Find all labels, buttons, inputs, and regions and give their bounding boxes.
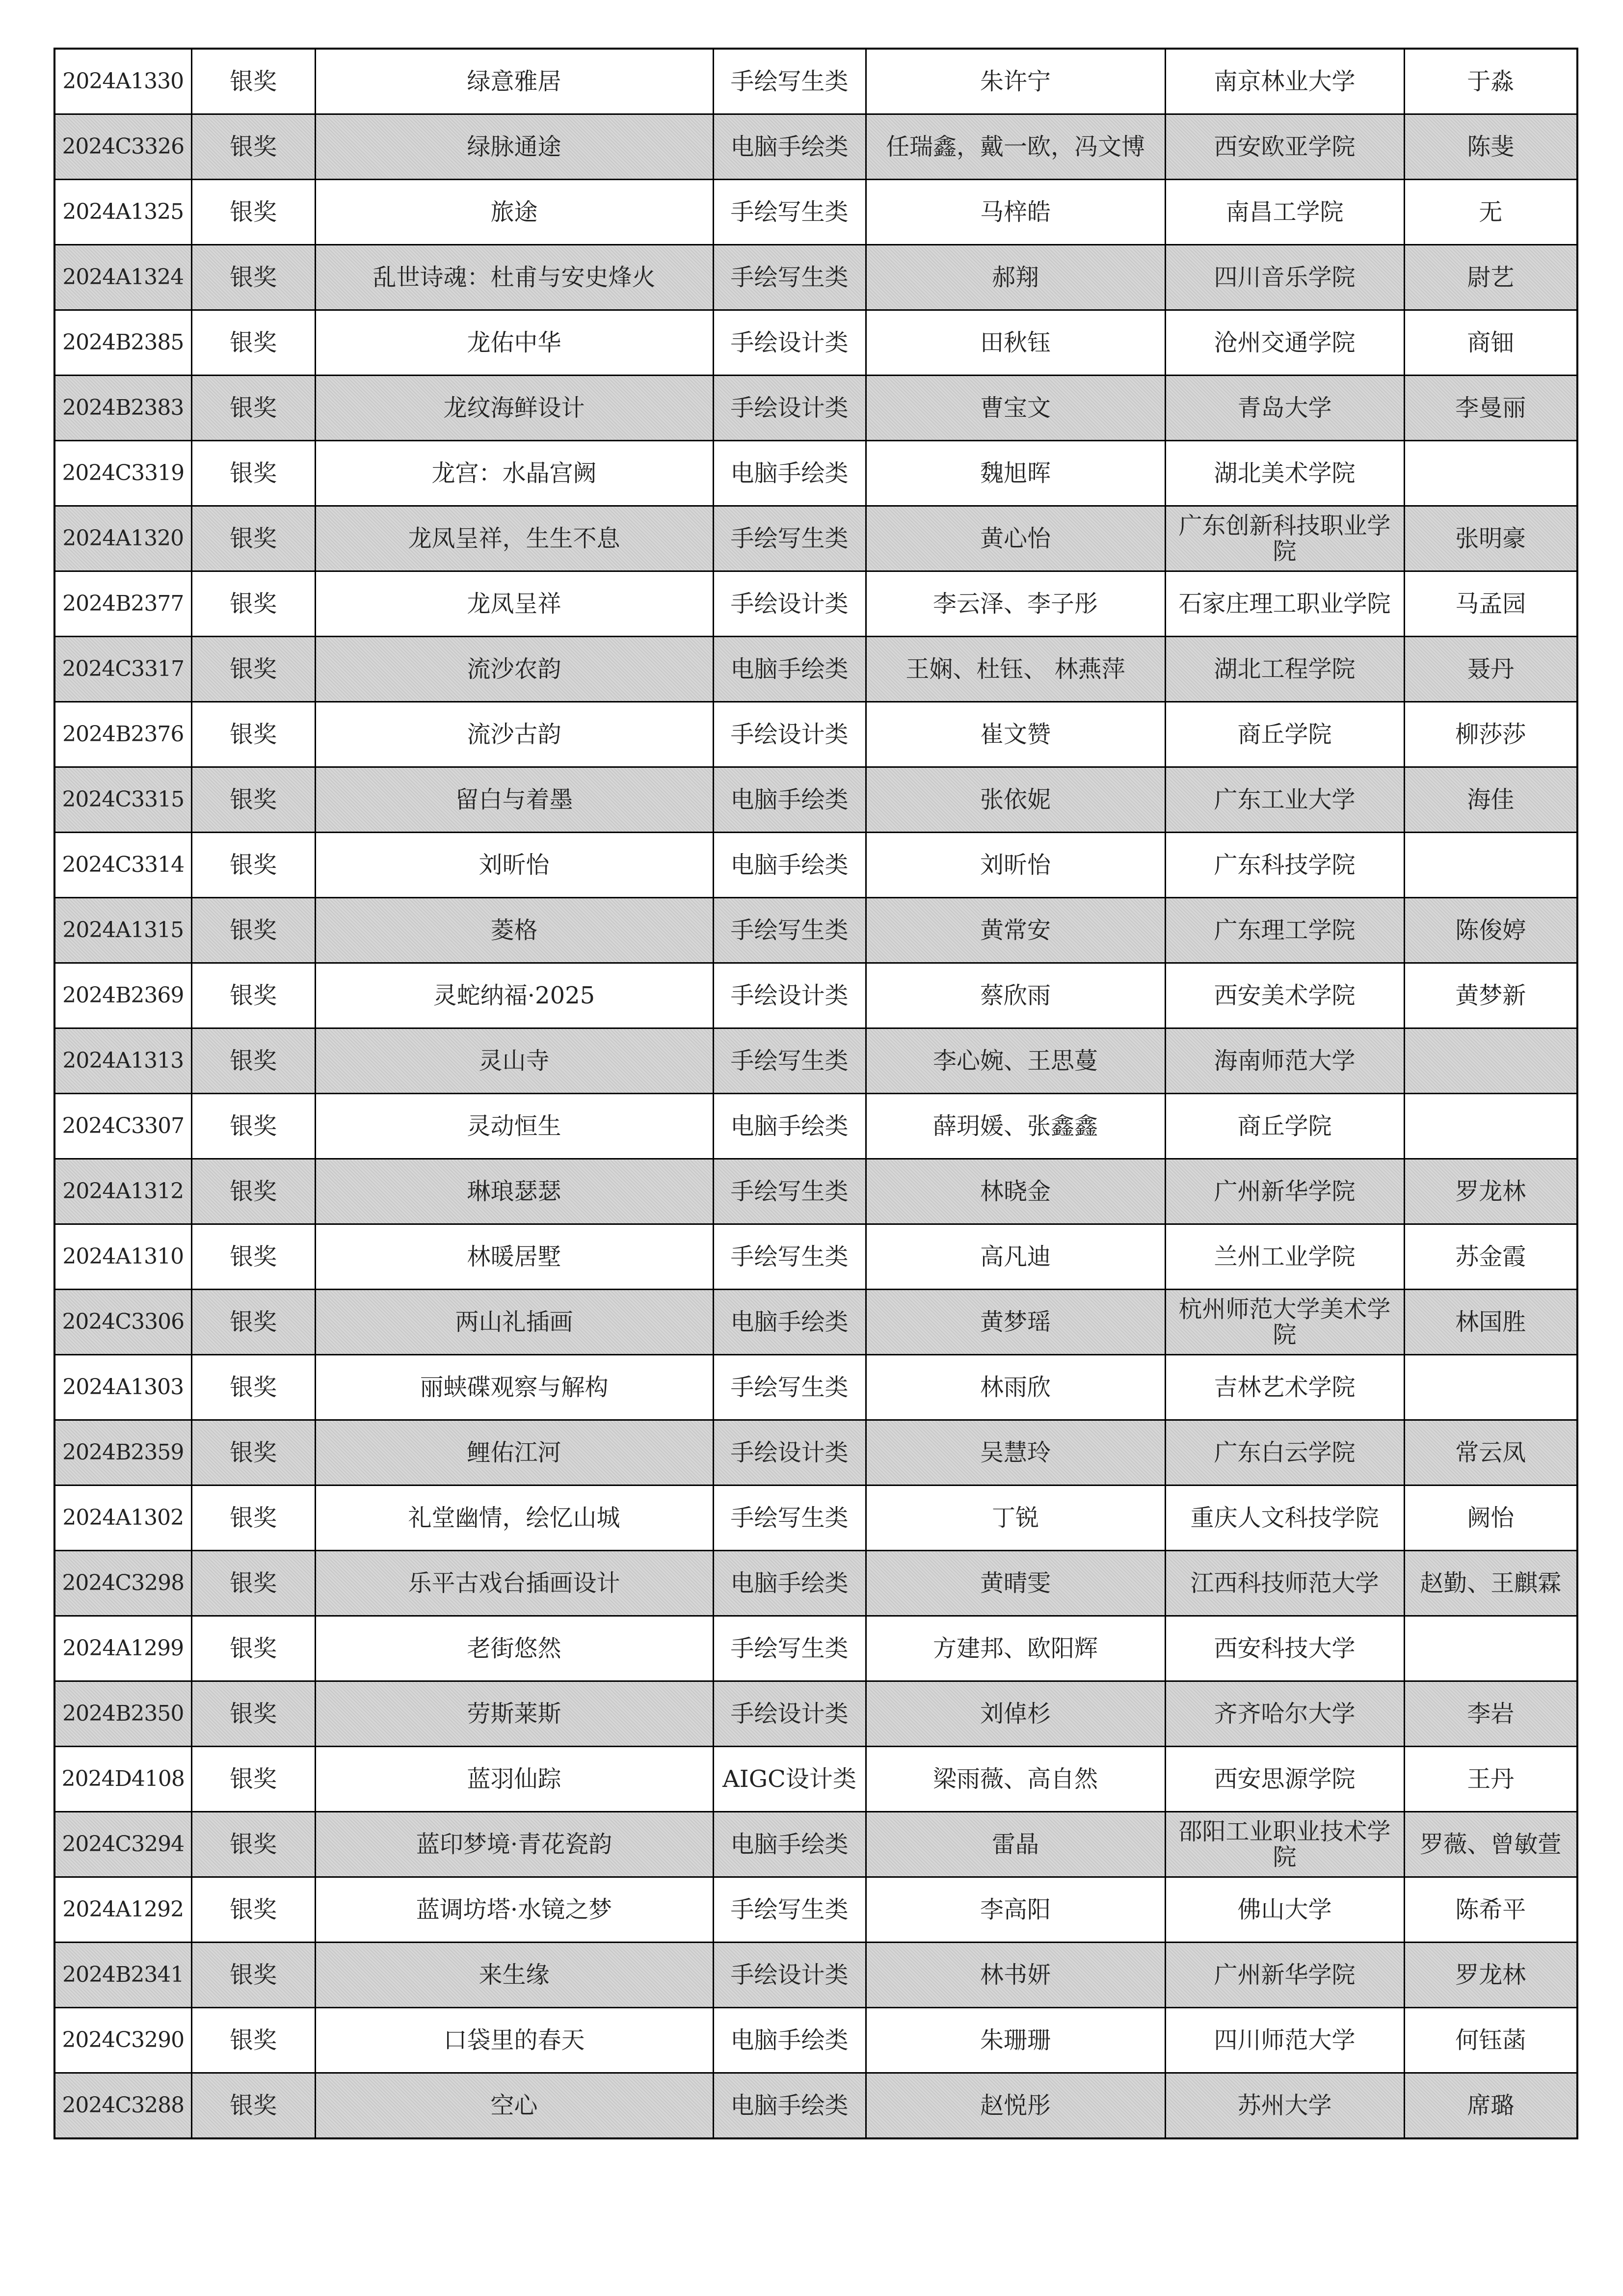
award-level-cell: 银奖 xyxy=(191,702,315,767)
school-cell: 广州新华学院 xyxy=(1165,1943,1404,2008)
author-cell: 刘昕怡 xyxy=(866,833,1165,898)
category-cell: 手绘设计类 xyxy=(713,310,866,376)
table-row xyxy=(54,441,1577,506)
school-cell: 佛山大学 xyxy=(1165,1877,1404,1943)
entry-id-cell: 2024A1292 xyxy=(54,1877,191,1943)
school-cell: 广东创新科技职业学院 xyxy=(1165,506,1404,571)
table-row xyxy=(54,2073,1577,2139)
advisor-cell xyxy=(1404,1355,1577,1420)
work-title-cell: 蓝调坊塔·水镜之梦 xyxy=(315,1877,713,1943)
advisor-cell: 常云凤 xyxy=(1404,1420,1577,1486)
school-cell: 杭州师范大学美术学院 xyxy=(1165,1290,1404,1355)
school-cell: 海南师范大学 xyxy=(1165,1028,1404,1094)
entry-id-cell: 2024C3319 xyxy=(54,441,191,506)
entry-id-cell: 2024B2377 xyxy=(54,571,191,637)
award-level-cell: 银奖 xyxy=(191,506,315,571)
table-row xyxy=(54,1290,1577,1355)
award-level-cell: 银奖 xyxy=(191,1486,315,1551)
author-cell: 黄梦瑶 xyxy=(866,1290,1165,1355)
work-title-cell: 灵蛇纳福·2025 xyxy=(315,963,713,1028)
award-level-cell: 银奖 xyxy=(191,1616,315,1681)
award-level-cell: 银奖 xyxy=(191,1290,315,1355)
award-level-cell: 银奖 xyxy=(191,1681,315,1747)
school-cell: 湖北美术学院 xyxy=(1165,441,1404,506)
table-row xyxy=(54,1159,1577,1224)
entry-id-cell: 2024A1315 xyxy=(54,898,191,963)
category-cell: 电脑手绘类 xyxy=(713,833,866,898)
author-cell: 丁锐 xyxy=(866,1486,1165,1551)
author-cell: 田秋钰 xyxy=(866,310,1165,376)
author-cell: 王娴、杜钰、 林燕萍 xyxy=(866,637,1165,702)
school-cell: 广东理工学院 xyxy=(1165,898,1404,963)
entry-id-cell: 2024C3288 xyxy=(54,2073,191,2139)
author-cell: 赵悦彤 xyxy=(866,2073,1165,2139)
school-cell: 广东科技学院 xyxy=(1165,833,1404,898)
table-row xyxy=(54,2008,1577,2073)
entry-id-cell: 2024A1320 xyxy=(54,506,191,571)
author-cell: 方建邦、欧阳辉 xyxy=(866,1616,1165,1681)
table-row xyxy=(54,376,1577,441)
category-cell: 手绘设计类 xyxy=(713,1681,866,1747)
entry-id-cell: 2024A1330 xyxy=(54,49,191,114)
category-cell: 手绘设计类 xyxy=(713,702,866,767)
author-cell: 李云泽、李子彤 xyxy=(866,571,1165,637)
table-row xyxy=(54,310,1577,376)
award-level-cell: 银奖 xyxy=(191,180,315,245)
advisor-cell: 李岩 xyxy=(1404,1681,1577,1747)
category-cell: 手绘写生类 xyxy=(713,1028,866,1094)
author-cell: 吴慧玲 xyxy=(866,1420,1165,1486)
author-cell: 黄心怡 xyxy=(866,506,1165,571)
table-row xyxy=(54,1747,1577,1812)
entry-id-cell: 2024C3290 xyxy=(54,2008,191,2073)
school-cell: 南京林业大学 xyxy=(1165,49,1404,114)
table-row xyxy=(54,571,1577,637)
author-cell: 曹宝文 xyxy=(866,376,1165,441)
advisor-cell: 柳莎莎 xyxy=(1404,702,1577,767)
award-level-cell: 银奖 xyxy=(191,2008,315,2073)
entry-id-cell: 2024B2341 xyxy=(54,1943,191,2008)
advisor-cell: 阙怡 xyxy=(1404,1486,1577,1551)
table-row xyxy=(54,49,1577,114)
category-cell: 手绘写生类 xyxy=(713,245,866,310)
category-cell: 手绘设计类 xyxy=(713,963,866,1028)
award-level-cell: 银奖 xyxy=(191,833,315,898)
table-row xyxy=(54,1616,1577,1681)
school-cell: 商丘学院 xyxy=(1165,702,1404,767)
work-title-cell: 刘昕怡 xyxy=(315,833,713,898)
award-level-cell: 银奖 xyxy=(191,1028,315,1094)
school-cell: 西安科技大学 xyxy=(1165,1616,1404,1681)
work-title-cell: 乐平古戏台插画设计 xyxy=(315,1551,713,1616)
author-cell: 郝翔 xyxy=(866,245,1165,310)
entry-id-cell: 2024C3307 xyxy=(54,1094,191,1159)
entry-id-cell: 2024A1310 xyxy=(54,1224,191,1290)
table-row xyxy=(54,637,1577,702)
table-row xyxy=(54,963,1577,1028)
author-cell: 张依妮 xyxy=(866,767,1165,833)
school-cell: 西安欧亚学院 xyxy=(1165,114,1404,180)
table-row xyxy=(54,1355,1577,1420)
award-level-cell: 银奖 xyxy=(191,1943,315,2008)
award-level-cell: 银奖 xyxy=(191,1159,315,1224)
category-cell: 电脑手绘类 xyxy=(713,2073,866,2139)
work-title-cell: 龙宫：水晶宫阙 xyxy=(315,441,713,506)
category-cell: 手绘写生类 xyxy=(713,1616,866,1681)
entry-id-cell: 2024C3326 xyxy=(54,114,191,180)
entry-id-cell: 2024B2369 xyxy=(54,963,191,1028)
category-cell: 电脑手绘类 xyxy=(713,2008,866,2073)
table-row xyxy=(54,245,1577,310)
category-cell: 手绘设计类 xyxy=(713,1420,866,1486)
work-title-cell: 林暖居墅 xyxy=(315,1224,713,1290)
table-row xyxy=(54,180,1577,245)
category-cell: 手绘设计类 xyxy=(713,376,866,441)
table-row xyxy=(54,1420,1577,1486)
award-level-cell: 银奖 xyxy=(191,1551,315,1616)
category-cell: 电脑手绘类 xyxy=(713,441,866,506)
award-level-cell: 银奖 xyxy=(191,637,315,702)
advisor-cell: 黄梦新 xyxy=(1404,963,1577,1028)
table-row xyxy=(54,1877,1577,1943)
author-cell: 刘倬杉 xyxy=(866,1681,1165,1747)
award-level-cell: 银奖 xyxy=(191,963,315,1028)
entry-id-cell: 2024A1312 xyxy=(54,1159,191,1224)
author-cell: 魏旭晖 xyxy=(866,441,1165,506)
award-level-cell: 银奖 xyxy=(191,1812,315,1877)
author-cell: 李心婉、王思蔓 xyxy=(866,1028,1165,1094)
entry-id-cell: 2024A1313 xyxy=(54,1028,191,1094)
author-cell: 雷晶 xyxy=(866,1812,1165,1877)
advisor-cell: 王丹 xyxy=(1404,1747,1577,1812)
awards-table-body xyxy=(54,49,1577,2138)
school-cell: 重庆人文科技学院 xyxy=(1165,1486,1404,1551)
table-row xyxy=(54,506,1577,571)
work-title-cell: 灵动恒生 xyxy=(315,1094,713,1159)
category-cell: 手绘写生类 xyxy=(713,1877,866,1943)
entry-id-cell: 2024B2383 xyxy=(54,376,191,441)
work-title-cell: 旅途 xyxy=(315,180,713,245)
work-title-cell: 蓝印梦境·青花瓷韵 xyxy=(315,1812,713,1877)
advisor-cell: 李曼丽 xyxy=(1404,376,1577,441)
table-row xyxy=(54,767,1577,833)
entry-id-cell: 2024B2350 xyxy=(54,1681,191,1747)
entry-id-cell: 2024C3294 xyxy=(54,1812,191,1877)
school-cell: 兰州工业学院 xyxy=(1165,1224,1404,1290)
work-title-cell: 口袋里的春天 xyxy=(315,2008,713,2073)
award-level-cell: 银奖 xyxy=(191,767,315,833)
author-cell: 高凡迪 xyxy=(866,1224,1165,1290)
award-level-cell: 银奖 xyxy=(191,1747,315,1812)
school-cell: 广州新华学院 xyxy=(1165,1159,1404,1224)
table-row xyxy=(54,1551,1577,1616)
work-title-cell: 礼堂幽情，绘忆山城 xyxy=(315,1486,713,1551)
advisor-cell xyxy=(1404,1028,1577,1094)
entry-id-cell: 2024A1325 xyxy=(54,180,191,245)
table-row xyxy=(54,114,1577,180)
entry-id-cell: 2024A1302 xyxy=(54,1486,191,1551)
school-cell: 西安思源学院 xyxy=(1165,1747,1404,1812)
author-cell: 崔文赞 xyxy=(866,702,1165,767)
advisor-cell: 罗龙林 xyxy=(1404,1943,1577,2008)
author-cell: 林书妍 xyxy=(866,1943,1165,2008)
entry-id-cell: 2024B2385 xyxy=(54,310,191,376)
work-title-cell: 流沙农韵 xyxy=(315,637,713,702)
category-cell: 手绘写生类 xyxy=(713,898,866,963)
advisor-cell: 聂丹 xyxy=(1404,637,1577,702)
award-level-cell: 银奖 xyxy=(191,245,315,310)
category-cell: 电脑手绘类 xyxy=(713,1551,866,1616)
work-title-cell: 灵山寺 xyxy=(315,1028,713,1094)
author-cell: 朱珊珊 xyxy=(866,2008,1165,2073)
category-cell: 手绘写生类 xyxy=(713,1224,866,1290)
school-cell: 沧州交通学院 xyxy=(1165,310,1404,376)
advisor-cell: 陈斐 xyxy=(1404,114,1577,180)
entry-id-cell: 2024B2359 xyxy=(54,1420,191,1486)
author-cell: 李高阳 xyxy=(866,1877,1165,1943)
work-title-cell: 乱世诗魂：杜甫与安史烽火 xyxy=(315,245,713,310)
school-cell: 商丘学院 xyxy=(1165,1094,1404,1159)
award-level-cell: 银奖 xyxy=(191,1877,315,1943)
school-cell: 四川音乐学院 xyxy=(1165,245,1404,310)
advisor-cell: 尉艺 xyxy=(1404,245,1577,310)
school-cell: 吉林艺术学院 xyxy=(1165,1355,1404,1420)
category-cell: AIGC设计类 xyxy=(713,1747,866,1812)
school-cell: 苏州大学 xyxy=(1165,2073,1404,2139)
award-level-cell: 银奖 xyxy=(191,310,315,376)
advisor-cell: 陈希平 xyxy=(1404,1877,1577,1943)
award-level-cell: 银奖 xyxy=(191,1355,315,1420)
advisor-cell: 陈俊婷 xyxy=(1404,898,1577,963)
author-cell: 黄常安 xyxy=(866,898,1165,963)
table-row xyxy=(54,898,1577,963)
work-title-cell: 丽蛱碟观察与解构 xyxy=(315,1355,713,1420)
category-cell: 电脑手绘类 xyxy=(713,114,866,180)
advisor-cell: 苏金霞 xyxy=(1404,1224,1577,1290)
entry-id-cell: 2024A1299 xyxy=(54,1616,191,1681)
table-row xyxy=(54,1681,1577,1747)
category-cell: 电脑手绘类 xyxy=(713,637,866,702)
entry-id-cell: 2024C3298 xyxy=(54,1551,191,1616)
award-level-cell: 银奖 xyxy=(191,1094,315,1159)
category-cell: 手绘写生类 xyxy=(713,506,866,571)
work-title-cell: 龙凤呈祥 xyxy=(315,571,713,637)
work-title-cell: 龙凤呈祥，生生不息 xyxy=(315,506,713,571)
work-title-cell: 蓝羽仙踪 xyxy=(315,1747,713,1812)
work-title-cell: 留白与着墨 xyxy=(315,767,713,833)
table-row xyxy=(54,1486,1577,1551)
award-level-cell: 银奖 xyxy=(191,571,315,637)
work-title-cell: 琳琅瑟瑟 xyxy=(315,1159,713,1224)
school-cell: 石家庄理工职业学院 xyxy=(1165,571,1404,637)
category-cell: 手绘写生类 xyxy=(713,49,866,114)
entry-id-cell: 2024C3314 xyxy=(54,833,191,898)
advisor-cell: 林国胜 xyxy=(1404,1290,1577,1355)
category-cell: 电脑手绘类 xyxy=(713,1094,866,1159)
table-row xyxy=(54,1028,1577,1094)
category-cell: 手绘设计类 xyxy=(713,1943,866,2008)
school-cell: 江西科技师范大学 xyxy=(1165,1551,1404,1616)
author-cell: 黄晴雯 xyxy=(866,1551,1165,1616)
table-row xyxy=(54,1224,1577,1290)
work-title-cell: 流沙古韵 xyxy=(315,702,713,767)
work-title-cell: 菱格 xyxy=(315,898,713,963)
entry-id-cell: 2024C3315 xyxy=(54,767,191,833)
advisor-cell: 无 xyxy=(1404,180,1577,245)
entry-id-cell: 2024D4108 xyxy=(54,1747,191,1812)
category-cell: 电脑手绘类 xyxy=(713,1812,866,1877)
entry-id-cell: 2024C3306 xyxy=(54,1290,191,1355)
work-title-cell: 龙佑中华 xyxy=(315,310,713,376)
table-row xyxy=(54,1812,1577,1877)
author-cell: 任瑞鑫，戴一欧，冯文博 xyxy=(866,114,1165,180)
author-cell: 林雨欣 xyxy=(866,1355,1165,1420)
author-cell: 蔡欣雨 xyxy=(866,963,1165,1028)
work-title-cell: 空心 xyxy=(315,2073,713,2139)
work-title-cell: 绿意雅居 xyxy=(315,49,713,114)
advisor-cell: 海佳 xyxy=(1404,767,1577,833)
work-title-cell: 老街悠然 xyxy=(315,1616,713,1681)
work-title-cell: 绿脉通途 xyxy=(315,114,713,180)
author-cell: 薛玥媛、张鑫鑫 xyxy=(866,1094,1165,1159)
advisor-cell: 罗龙林 xyxy=(1404,1159,1577,1224)
category-cell: 手绘写生类 xyxy=(713,1486,866,1551)
advisor-cell: 席璐 xyxy=(1404,2073,1577,2139)
advisor-cell: 张明豪 xyxy=(1404,506,1577,571)
school-cell: 齐齐哈尔大学 xyxy=(1165,1681,1404,1747)
entry-id-cell: 2024A1303 xyxy=(54,1355,191,1420)
advisor-cell: 赵勤、王麒霖 xyxy=(1404,1551,1577,1616)
table-row xyxy=(54,1943,1577,2008)
school-cell: 广东工业大学 xyxy=(1165,767,1404,833)
advisor-cell xyxy=(1404,1616,1577,1681)
award-level-cell: 银奖 xyxy=(191,2073,315,2139)
awards-table xyxy=(53,48,1578,2139)
entry-id-cell: 2024C3317 xyxy=(54,637,191,702)
award-level-cell: 银奖 xyxy=(191,376,315,441)
advisor-cell xyxy=(1404,833,1577,898)
school-cell: 湖北工程学院 xyxy=(1165,637,1404,702)
category-cell: 电脑手绘类 xyxy=(713,767,866,833)
category-cell: 电脑手绘类 xyxy=(713,1290,866,1355)
author-cell: 马梓皓 xyxy=(866,180,1165,245)
advisor-cell: 商钿 xyxy=(1404,310,1577,376)
award-level-cell: 银奖 xyxy=(191,898,315,963)
advisor-cell: 罗薇、曾敏萱 xyxy=(1404,1812,1577,1877)
award-level-cell: 银奖 xyxy=(191,1224,315,1290)
school-cell: 邵阳工业职业技术学院 xyxy=(1165,1812,1404,1877)
author-cell: 朱许宁 xyxy=(866,49,1165,114)
category-cell: 手绘写生类 xyxy=(713,1355,866,1420)
school-cell: 南昌工学院 xyxy=(1165,180,1404,245)
award-level-cell: 银奖 xyxy=(191,114,315,180)
work-title-cell: 两山礼插画 xyxy=(315,1290,713,1355)
author-cell: 林晓金 xyxy=(866,1159,1165,1224)
work-title-cell: 来生缘 xyxy=(315,1943,713,2008)
category-cell: 手绘写生类 xyxy=(713,180,866,245)
award-level-cell: 银奖 xyxy=(191,49,315,114)
school-cell: 广东白云学院 xyxy=(1165,1420,1404,1486)
school-cell: 西安美术学院 xyxy=(1165,963,1404,1028)
award-level-cell: 银奖 xyxy=(191,441,315,506)
entry-id-cell: 2024B2376 xyxy=(54,702,191,767)
award-level-cell: 银奖 xyxy=(191,1420,315,1486)
advisor-cell: 马孟园 xyxy=(1404,571,1577,637)
entry-id-cell: 2024A1324 xyxy=(54,245,191,310)
table-row xyxy=(54,1094,1577,1159)
work-title-cell: 龙纹海鲜设计 xyxy=(315,376,713,441)
advisor-cell xyxy=(1404,441,1577,506)
advisor-cell: 于淼 xyxy=(1404,49,1577,114)
author-cell: 梁雨薇、高自然 xyxy=(866,1747,1165,1812)
table-row xyxy=(54,702,1577,767)
work-title-cell: 鲤佑江河 xyxy=(315,1420,713,1486)
advisor-cell: 何钰菡 xyxy=(1404,2008,1577,2073)
table-row xyxy=(54,833,1577,898)
work-title-cell: 劳斯莱斯 xyxy=(315,1681,713,1747)
school-cell: 四川师范大学 xyxy=(1165,2008,1404,2073)
advisor-cell xyxy=(1404,1094,1577,1159)
category-cell: 手绘写生类 xyxy=(713,1159,866,1224)
category-cell: 手绘设计类 xyxy=(713,571,866,637)
school-cell: 青岛大学 xyxy=(1165,376,1404,441)
